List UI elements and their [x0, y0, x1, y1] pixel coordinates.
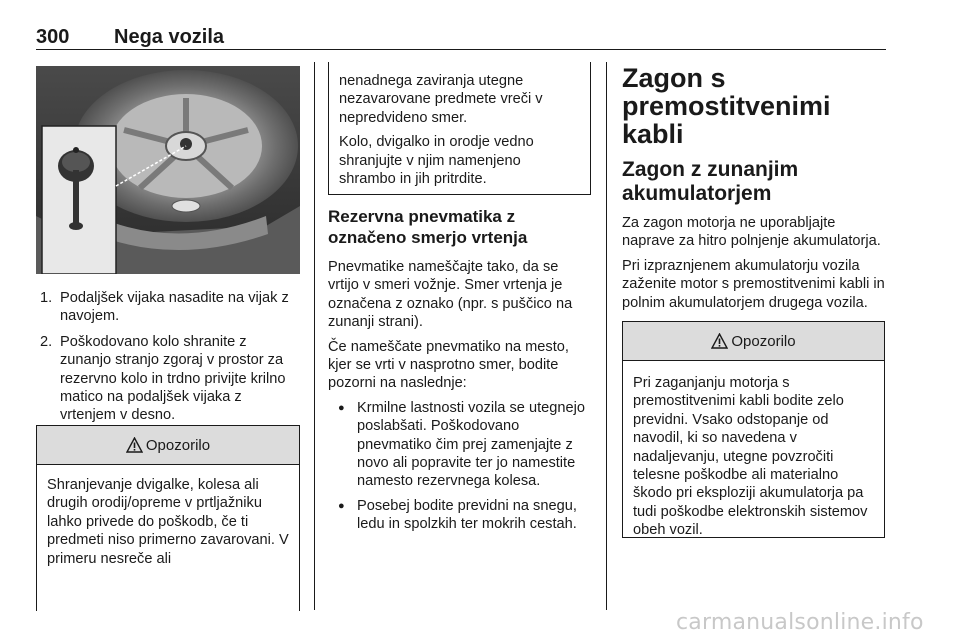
warning-icon — [711, 333, 728, 349]
jump-start-section — [622, 64, 890, 318]
section-heading: Rezervna pnevmatika z označeno smerjo vrtenja — [328, 207, 528, 247]
list-item: 2. Poškodovano kolo shranite z zunanjo stranjo zgoraj v prostor za rezervno kolo in trdno privijte krilno matico na podaljšek vijaka z vrtenjem v desno. — [40, 333, 286, 424]
warning-box — [36, 425, 300, 611]
steps-list — [38, 289, 300, 432]
paragraph: Če nameščate pnevmatiko na mesto, kjer se vrti v nasprotno smer, bodite pozorni na naslednje: — [328, 338, 569, 392]
warning-header: Opozorilo — [623, 322, 884, 361]
spare-wheel-drawing — [36, 66, 300, 274]
list-item: ● Posebej bodite previdni na snegu, ledu in spolzkih ter mokrih cestah. — [328, 497, 593, 534]
warning-text: nenadnega zaviranja utegne nezavarovane predmete vreči v nepredvideno smer. — [339, 73, 543, 126]
warning-box — [622, 321, 885, 538]
paragraph: Pnevmatike nameščajte tako, da se vrtijo v smeri vožnje. Smer vrtenja je označena z oznako (npr. s puščico na zunanji strani). — [328, 259, 573, 331]
watermark: carmanualsonline.info — [676, 610, 924, 635]
paragraph: Pri izpraznjenem akumulatorju vozila zaženite motor s premostitvenimi kabli in polnim akumulatorjem drugega vozila. — [622, 257, 885, 311]
warning-text: Shranjevanje dvigalke, kolesa ali drugih orodij/opreme v prtljažniku lahko privede do poškodb, če ti predmeti niso primerno zavarovani. V primeru nesreče ali — [47, 477, 289, 567]
running-title: Nega vozila — [114, 26, 225, 48]
list-item: ● Krmilne lastnosti vozila se utegnejo poslabšati. Poškodovano pnevmatiko čim prej zamenjajte z novo ali popravite ter jo namestite namesto rezervnega kolesa. — [328, 399, 593, 491]
column-rule-right — [606, 62, 607, 610]
chapter-heading: Zagon s premostitvenimi kabli — [622, 63, 831, 149]
spare-wheel-illustration — [36, 66, 300, 274]
warning-header: Opozorilo — [37, 426, 299, 465]
warning-text: Kolo, dvigalko in orodje vedno shranjujte v njim namenjeno shrambo in jih pritrdite. — [339, 134, 534, 188]
header-rule — [36, 49, 886, 50]
paragraph: Za zagon motorja ne uporabljajte naprave za hitro polnjenje akumulatorja. — [622, 215, 881, 250]
column-rule-left — [314, 62, 315, 610]
section-heading: Zagon z zunanjim akumulatorjem — [622, 158, 799, 205]
page-number: 300 — [36, 26, 70, 48]
warning-icon — [126, 437, 143, 453]
warning-box-continued — [328, 62, 591, 195]
list-item: 1. Podaljšek vijaka nasadite na vijak z navojem. — [40, 290, 289, 325]
bullet-list — [328, 399, 593, 534]
spare-tyre-section — [328, 206, 593, 540]
warning-text: Pri zaganjanju motorja s premostitvenimi kabli bodite zelo previdni. Vsako odstopanje od navodil, ki so navedena v nadaljevanju, utegne povzročiti telesne poškodbe ali materialno škodo pri eksploziji akumulatorja pa tudi poškodbe elektronskih sistemov obeh vozil. — [633, 375, 868, 539]
